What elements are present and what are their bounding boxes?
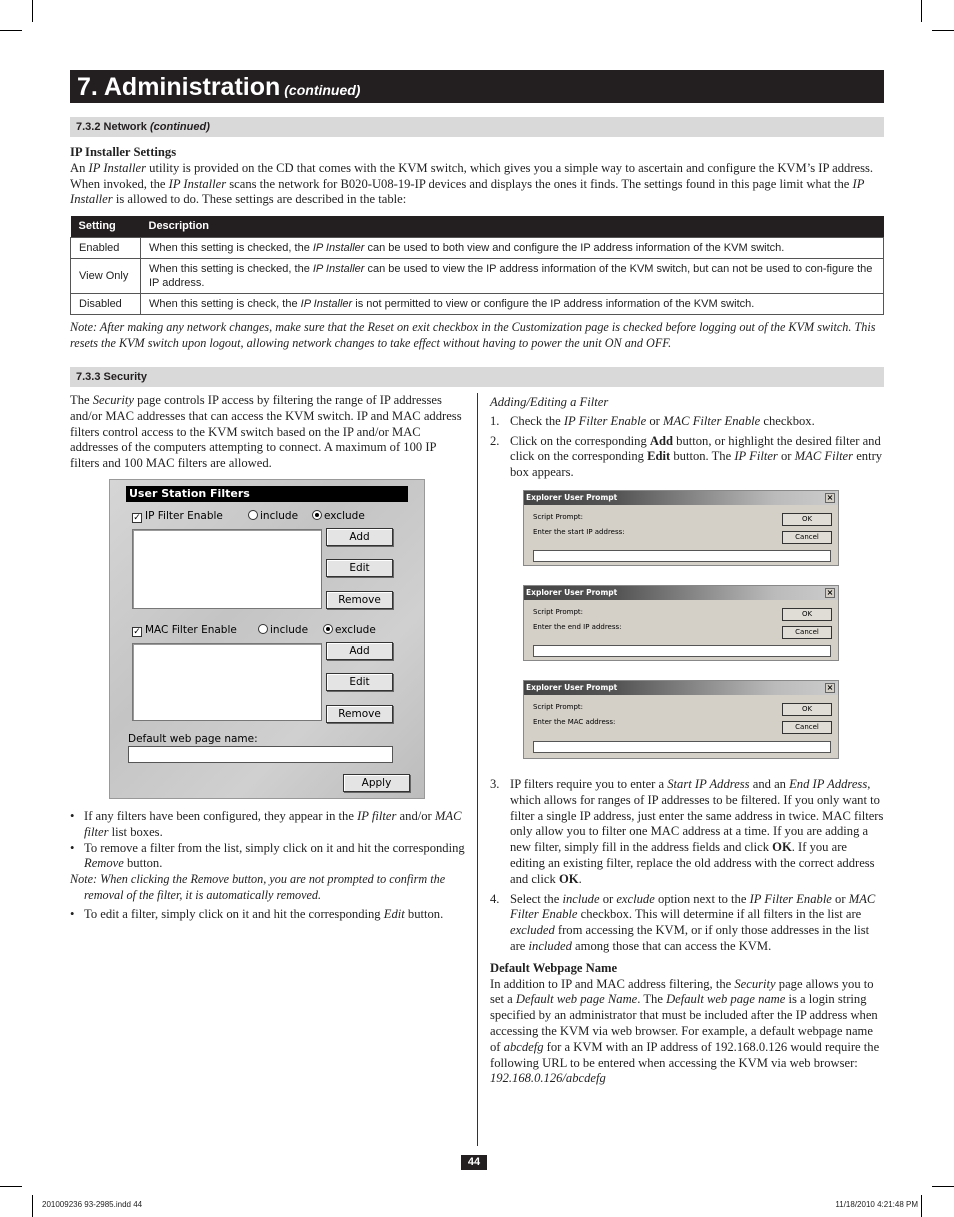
list-item: 1. Check the IP Filter Enable or MAC Filter Enable checkbox.: [490, 413, 815, 428]
default-web-page-input[interactable]: [128, 746, 393, 763]
default-webpage-paragraph: In addition to IP and MAC address filtering, the Security page allows you to set a Default web page Name. The Default web page name is a login string specified by an administrator that must be included after the IP address when accessing the KVM via web browser. For example, a default webpage name of abcdefg for a KVM with an IP address of 192.168.0.126 would require the following URL to be entered when accessing the KVM via web browser: 192.168.0.126/abcdefg: [490, 976, 880, 1086]
crop-mark: [32, 0, 33, 22]
ok-button[interactable]: OK: [782, 608, 832, 621]
remove-note: Note: When clicking the Remove button, you are not prompted to confirm the removal of the filter, it is automatically removed.: [70, 872, 446, 902]
table-cell-description: When this setting is checked, the IP Installer can be used to both view and configure the IP address information of the KVM switch.: [141, 237, 884, 258]
ip-edit-button[interactable]: Edit: [326, 559, 393, 577]
table-row: [71, 258, 884, 293]
dialog-titlebar: Explorer User Prompt ×: [524, 491, 838, 505]
adding-editing-section: [490, 395, 884, 481]
usf-title: User Station Filters: [126, 486, 408, 502]
page-title-continued: (continued): [284, 82, 361, 98]
table-cell-setting: View Only: [71, 258, 141, 293]
apply-button[interactable]: Apply: [343, 774, 410, 792]
table-row: [71, 293, 884, 314]
table-header-setting: Setting: [71, 216, 141, 237]
list-item: • To remove a filter from the list, simply click on it and hit the corresponding Remove button.: [70, 841, 466, 873]
explorer-prompt-start-ip: Explorer User Prompt × Script Prompt: Enter the start IP address: OK Cancel: [523, 490, 839, 566]
mac-exclude-radio[interactable]: exclude: [323, 624, 376, 636]
cancel-button[interactable]: Cancel: [782, 721, 832, 734]
close-icon[interactable]: ×: [826, 588, 834, 597]
crop-mark: [32, 1195, 33, 1217]
ip-filter-enable-checkbox[interactable]: ✓ IP Filter Enable: [133, 510, 223, 523]
mac-filter-list[interactable]: [132, 643, 322, 721]
mac-filter-enable-checkbox[interactable]: ✓ MAC Filter Enable: [133, 624, 237, 637]
settings-table: [70, 216, 884, 315]
mac-remove-button[interactable]: Remove: [326, 705, 393, 723]
crop-mark: [0, 1186, 22, 1187]
default-web-page-label: Default web page name:: [128, 733, 258, 745]
section-bar-security: 7.3.3 Security: [70, 367, 884, 387]
list-item: 4. Select the include or exclude option next to the IP Filter Enable or MAC Filter Enable checkbox. This will determine if all filters in the list are excluded from accessing the KVM, or if only those addresses in the list are included among those that can access the KVM.: [490, 891, 876, 953]
address-input[interactable]: [533, 550, 831, 562]
cancel-button[interactable]: Cancel: [782, 531, 832, 544]
explorer-prompt-end-ip: Explorer User Prompt × Script Prompt: Enter the end IP address: OK Cancel: [523, 585, 839, 661]
radio-icon: [258, 624, 268, 634]
adding-heading: Adding/Editing a Filter: [490, 395, 609, 409]
column-divider: [477, 393, 478, 1146]
list-item: • To edit a filter, simply click on it and hit the corresponding Edit button.: [70, 907, 466, 923]
table-header-row: [71, 216, 884, 237]
table-cell-setting: Disabled: [71, 293, 141, 314]
page-title-bar: [70, 70, 884, 103]
crop-mark: [921, 0, 922, 22]
section-bar-network: 7.3.2 Network (continued): [70, 117, 884, 137]
page-title: 7. Administration: [77, 73, 281, 101]
table-cell-description: When this setting is checked, the IP Installer can be used to view the IP address information of the KVM switch, but can not be used to con-figure the IP address.: [141, 258, 884, 293]
user-station-filters-panel: [109, 479, 425, 799]
table-cell-setting: Enabled: [71, 237, 141, 258]
radio-icon: [248, 510, 258, 520]
radio-selected-icon: [323, 624, 333, 634]
ip-add-button[interactable]: Add: [326, 528, 393, 546]
table-row: [71, 237, 884, 258]
list-item: 3. IP filters require you to enter a Start IP Address and an End IP Address, which allows for ranges of IP addresses to be filtered. If you only want to filter a single IP address, just enter the same address in twice. MAC filters only allow you to filter one MAC address at a time. If you are adding a new filter, simply fill in the address fields and click OK. If you are editing an existing filter, replace the old address with the correct address and click OK.: [490, 777, 884, 886]
mac-edit-button[interactable]: Edit: [326, 673, 393, 691]
ip-installer-paragraph: An IP Installer utility is provided on the CD that comes with the KVM switch, which gives you a simple way to ascertain and configure the KVM’s IP address. When invoked, the IP Installer scans the network for B020-U08-19-IP devices and displays the ones it finds. The settings found in this page limit what the IP Installer is allowed to do. These settings are described in the table:: [70, 160, 874, 207]
dialog-prompt-text: Enter the start IP address:: [533, 528, 625, 536]
table-header-description: Description: [141, 216, 884, 237]
dialog-titlebar: Explorer User Prompt ×: [524, 586, 838, 600]
network-note: Note: After making any network changes, make sure that the Reset on exit checkbox in the Customization page is checked before logging out of the KVM switch. This resets the KVM switch upon logout, allowing network changes to take effect without having to power the unit ON and OFF.: [70, 320, 876, 350]
crop-mark: [932, 30, 954, 31]
ip-exclude-radio[interactable]: exclude: [312, 510, 365, 522]
steps-continued: [490, 777, 884, 1087]
table-cell-description: When this setting is check, the IP Installer is not permitted to view or configure the IP address information of the KVM switch.: [141, 293, 884, 314]
dialog-prompt-text: Enter the MAC address:: [533, 718, 616, 726]
ip-remove-button[interactable]: Remove: [326, 591, 393, 609]
explorer-prompt-mac: Explorer User Prompt × Script Prompt: Enter the MAC address: OK Cancel: [523, 680, 839, 759]
cancel-button[interactable]: Cancel: [782, 626, 832, 639]
ip-include-radio[interactable]: include: [248, 510, 298, 522]
list-item: 2. Click on the corresponding Add button, or highlight the desired filter and click on the corresponding Edit button. The IP Filter or MAC Filter entry box appears.: [490, 433, 883, 480]
ip-installer-section: [70, 145, 884, 208]
footer-timestamp: 11/18/2010 4:21:48 PM: [835, 1200, 918, 1209]
address-input[interactable]: [533, 741, 831, 753]
page-number: 44: [461, 1155, 487, 1170]
crop-mark: [0, 30, 22, 31]
close-icon[interactable]: ×: [826, 683, 834, 692]
security-intro: The Security page controls IP access by filtering the range of IP addresses and/or MAC addresses that can access the KVM switch. IP and MAC address filters control access to the KVM switch based on the IP and/or MAC addresses of the computers attempting to connect. A maximum of 100 IP filters and 100 MAC filters are allowed.: [70, 393, 462, 471]
ip-installer-heading: IP Installer Settings: [70, 145, 177, 159]
dialog-prompt-text: Enter the end IP address:: [533, 623, 622, 631]
footer-file-info: 201009236 93-2985.indd 44: [42, 1200, 143, 1209]
checkbox-checked-icon: ✓: [133, 513, 141, 523]
list-item: • If any filters have been configured, they appear in the IP filter and/or MAC filter list boxes.: [70, 809, 466, 841]
default-webpage-heading: Default Webpage Name: [490, 960, 618, 975]
ip-filter-list[interactable]: [132, 529, 322, 609]
mac-include-radio[interactable]: include: [258, 624, 308, 636]
checkbox-checked-icon: ✓: [133, 627, 141, 637]
dialog-titlebar: Explorer User Prompt ×: [524, 681, 838, 695]
radio-selected-icon: [312, 510, 322, 520]
crop-mark: [921, 1195, 922, 1217]
address-input[interactable]: [533, 645, 831, 657]
close-icon[interactable]: ×: [826, 493, 834, 502]
ok-button[interactable]: OK: [782, 513, 832, 526]
crop-mark: [932, 1186, 954, 1187]
mac-add-button[interactable]: Add: [326, 642, 393, 660]
ok-button[interactable]: OK: [782, 703, 832, 716]
filter-bullets: [70, 809, 466, 923]
